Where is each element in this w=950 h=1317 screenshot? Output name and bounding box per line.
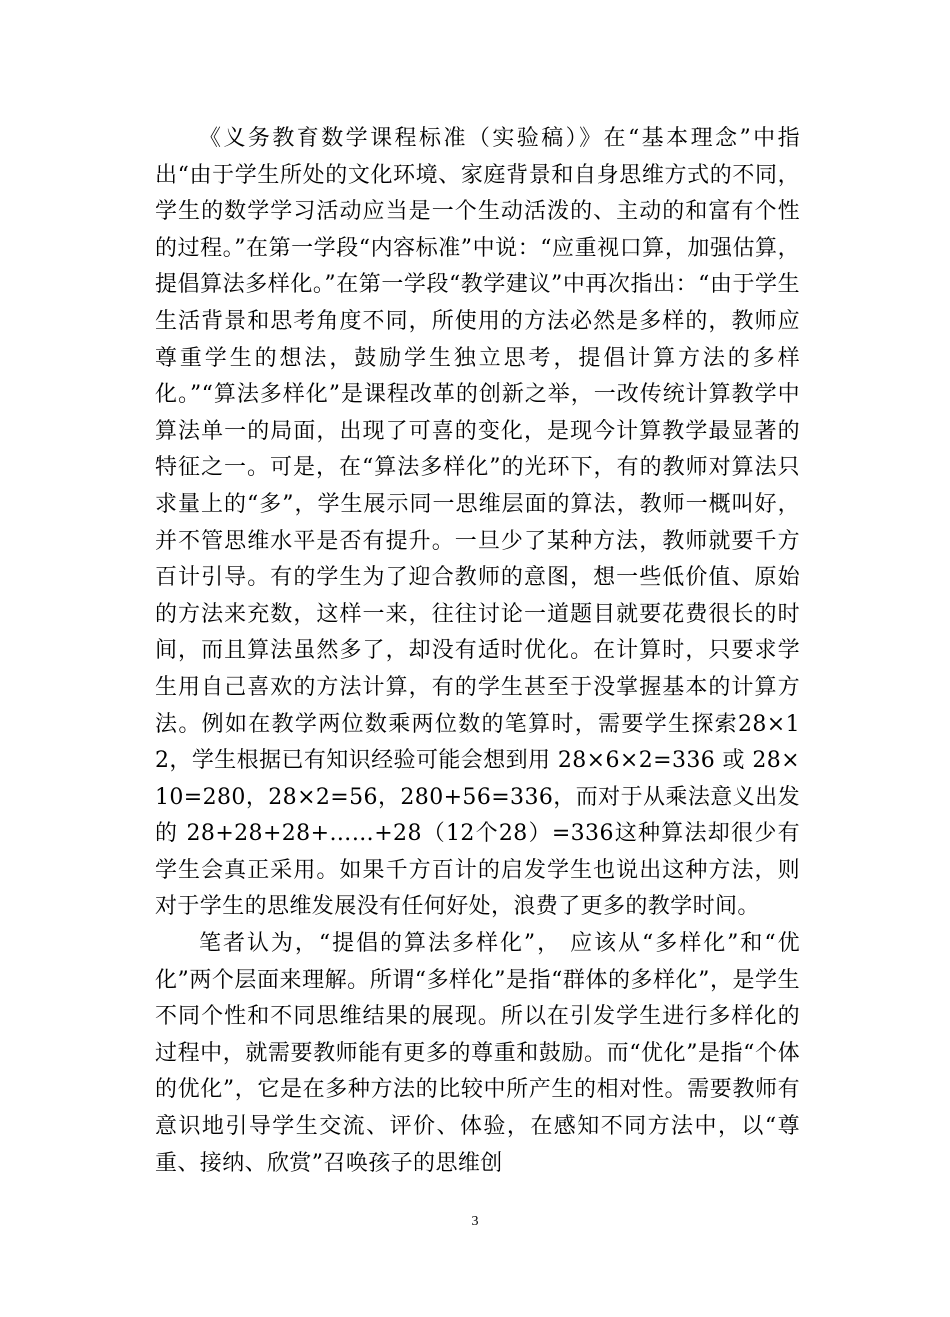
- paragraph-2: 笔者认为，“提倡的算法多样化”， 应该从“多样化”和“优化”两个层面来理解。所谓“多样化”是指“群体的多样化”，是学生不同个性和不同思维结果的展现。所以在引发学生进行多样化的过程中，就需要教师能有更多的尊重和鼓励。而“优化”是指“个体的优化”，它是在多种方法的比较中所产生的相对性。需要教师有意识地引导学生交流、评价、体验，在感知不同方法中，以“尊重、接纳、欣赏”召唤孩子的思维创: [155, 931, 800, 1176]
- body-text: [155, 121, 800, 1182]
- paragraph-1: 《义务教育数学课程标准（实验稿）》在“基本理念”中指出“由于学生所处的文化环境、家庭背景和自身思维方式的不同，学生的数学学习活动应当是一个生动活泼的、主动的和富有个性的过程。”在第一学段“内容标准”中说：“应重视口算，加强估算，提倡算法多样化。”在第一学段“教学建议”中再次指出：“由于学生生活背景和思考角度不同，所使用的方法必然是多样的，教师应尊重学生的想法，鼓励学生独立思考，提倡计算方法的多样化。”“算法多样化”是课程改革的创新之举，一改传统计算教学中算法单一的局面，出现了可喜的变化，是现今计算教学最显著的特征之一。可是，在“算法多样化”的光环下，有的教师对算法只求量上的“多”，学生展示同一思维层面的算法，教师一概叫好，并不管思维水平是否有提升。一旦少了某种方法，教师就要千方百计引导。有的学生为了迎合教师的意图，想一些低价值、原始的方法来充数，这样一来，往往讨论一道题目就要花费很长的时间，而且算法虽然多了，却没有适时优化。在计算时，只要求学生用自己喜欢的方法计算，有的学生甚至于没掌握基本的计算方法。例如在教学两位数乘两位数的笔算时，需要学生探索28×12，学生根据已有知识经验可能会想到用 28×6×2=336 或 28×10=280，28×2=56，280+56=336，而对于从乘法意义出发的 28+28+28+……+28（12个28）=336这种算法却很少有学生会真正采用。如果千方百计的启发学生也说出这种方法，则对于学生的思维发展没有任何好处，浪费了更多的教学时间。: [155, 126, 800, 920]
- page-number: 3: [471, 1214, 479, 1229]
